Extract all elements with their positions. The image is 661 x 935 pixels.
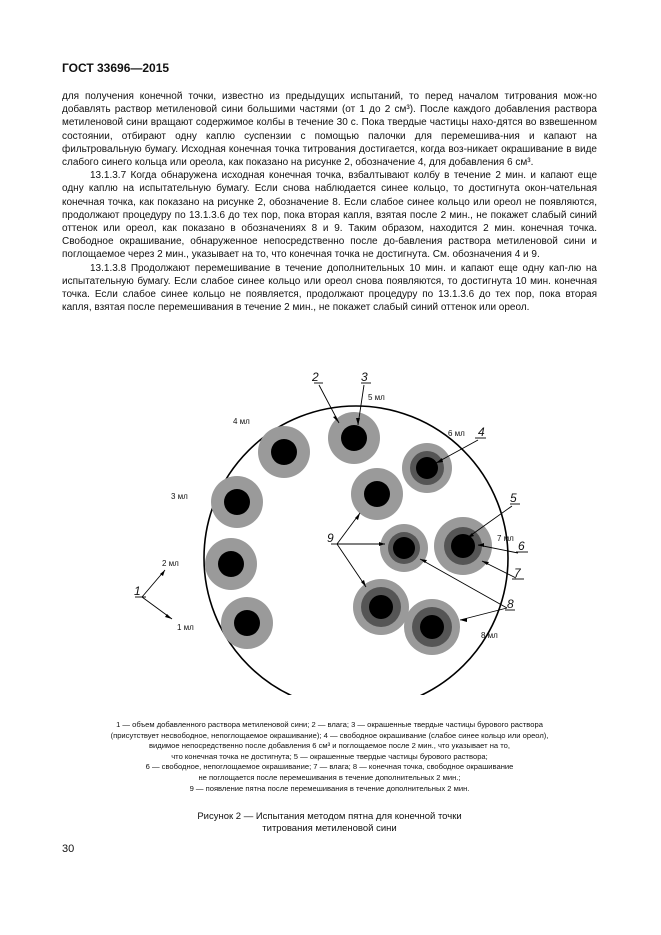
legend-line: что конечная точка не достигнута; 5 — окрашенные твердые частицы бурового раствора; <box>171 751 488 761</box>
volume-label-8ml: 8 мл <box>481 631 498 640</box>
legend-line: 1 — объем добавленного раствора метиленовой сини; 2 — влага; 3 — окрашенные твердые частицы бурового раствора <box>116 720 543 729</box>
callout-7: 7 <box>514 566 521 580</box>
caption-line-1: Рисунок 2 — Испытания методом пятна для конечной точки <box>197 811 462 822</box>
figure-caption <box>62 811 597 835</box>
spot-6ml <box>402 443 452 493</box>
paragraph-13-1-3-7: 13.1.3.7 Когда обнаружена исходная конечная точка, взбалтывают колбу в течение 2 мин. и капают еще одну каплю на испытательную бумагу. Если снова наблюдается синее кольцо, то достигнута окон-чательная конечная точка, как показано на рисунке 2, обозначение 8. Если слабое синее кольцо или ореол не появляются, продолжают процедуру по 13.1.3.6 до тех пор, пока вторая капля, взятая после 2 мин., не покажет слабый синий оттенок или ореол, как показано в обозначениях 8 и 9. Таким образом, находится 2 мин. конечная точка. Свободное окрашивание, обнаруженное непосредственно после до-бавления раствора метиленовой сини и поглощаемое через 2 мин., указывает на то, что конечная точка не достигнута. См. обозначения 4 и 9. <box>62 170 597 261</box>
volume-label-2ml: 2 мл <box>162 559 179 568</box>
volume-label-4ml: 4 мл <box>233 417 250 426</box>
legend-line: 6 — свободное, непоглощаемое окрашивание; 7 — влага; 8 — конечная точка, свободное окрашивание <box>145 762 514 772</box>
caption-line-2: титрования метиленовой сини <box>262 823 397 834</box>
spot-6ml-2min <box>351 468 403 520</box>
callout-6: 6 <box>518 539 525 553</box>
paragraph-continued: для получения конечной точки, известно из предыдущих испытаний, то перед началом титрования мож-но добавлять раствор метиленовой сини большими частями (от 1 до 2 см³). После каждого добавления раствора метиленовой сини вращают содержимое колбы в течение 30 с. Пока твердые частицы нахо-дятся во взвешенном состоянии, отбирают одну каплю суспензии с помощью палочки для перемешива-ния и капают на фильтровальную бумагу. Исходная конечная точка титрования достигается, когда воз-никает окрашивание в виде слабого синего кольца или ореола, как показано на рисунке 2, обозначение 4, для добавления 6 см³. <box>62 91 597 169</box>
callout-4: 4 <box>478 425 485 439</box>
spot-2ml <box>205 538 257 590</box>
legend-line: не поглощается после перемешивания в течение дополнительных 2 мин.; <box>198 772 461 782</box>
spot-test-figure <box>120 365 560 695</box>
volume-label-1ml: 1 мл <box>177 623 194 632</box>
callout-9: 9 <box>327 531 334 545</box>
volume-label-5ml: 5 мл <box>368 393 385 402</box>
callout-8: 8 <box>507 597 514 611</box>
legend-line: видимое непосредственно после добавления 6 см³ и поглощаемое после 2 мин., что указывает на то, <box>148 741 510 751</box>
callout-2: 2 <box>312 370 319 384</box>
figure-legend <box>62 720 597 794</box>
spot-8ml-2min <box>404 599 460 655</box>
volume-label-3ml: 3 мл <box>171 492 188 501</box>
spot-7ml-2min <box>380 524 428 572</box>
paragraph-13-1-3-8: 13.1.3.8 Продолжают перемешивание в течение дополнительных 10 мин. и капают еще одну кап-лю на испытательную бумагу. Если слабое синее кольцо или ореол снова появляются, то достигнута 10 мин. конечная точка. Если слабое синее кольцо не появляется, продолжают процедуру по 13.1.3.6 до тех пор, пока вторая капля, взятая после перемешивания в течение 2 мин., не покажет слабый синий оттенок или ореол. <box>62 262 597 314</box>
callout-3: 3 <box>361 370 368 384</box>
page-number: 30 <box>62 843 75 855</box>
filter-paper-diagram <box>120 365 560 695</box>
volume-label-7ml: 7 мл <box>497 534 514 543</box>
spot-1ml <box>221 597 273 649</box>
spot-3ml <box>211 476 263 528</box>
legend-line: 9 — появление пятна после перемешивания в течение дополнительных 2 мин. <box>189 783 470 793</box>
body-text <box>62 90 597 314</box>
spot-8ml <box>353 579 409 635</box>
volume-label-6ml: 6 мл <box>448 429 465 438</box>
spot-4ml <box>258 426 310 478</box>
callout-5: 5 <box>510 491 517 505</box>
callout-1: 1 <box>134 584 141 598</box>
legend-line: (присутствует несвободное, непоглощаемое окрашивание); 4 — свободное окрашивание (слабое синее кольцо или ореол), <box>110 730 549 740</box>
document-header: ГОСТ 33696—2015 <box>62 61 170 75</box>
